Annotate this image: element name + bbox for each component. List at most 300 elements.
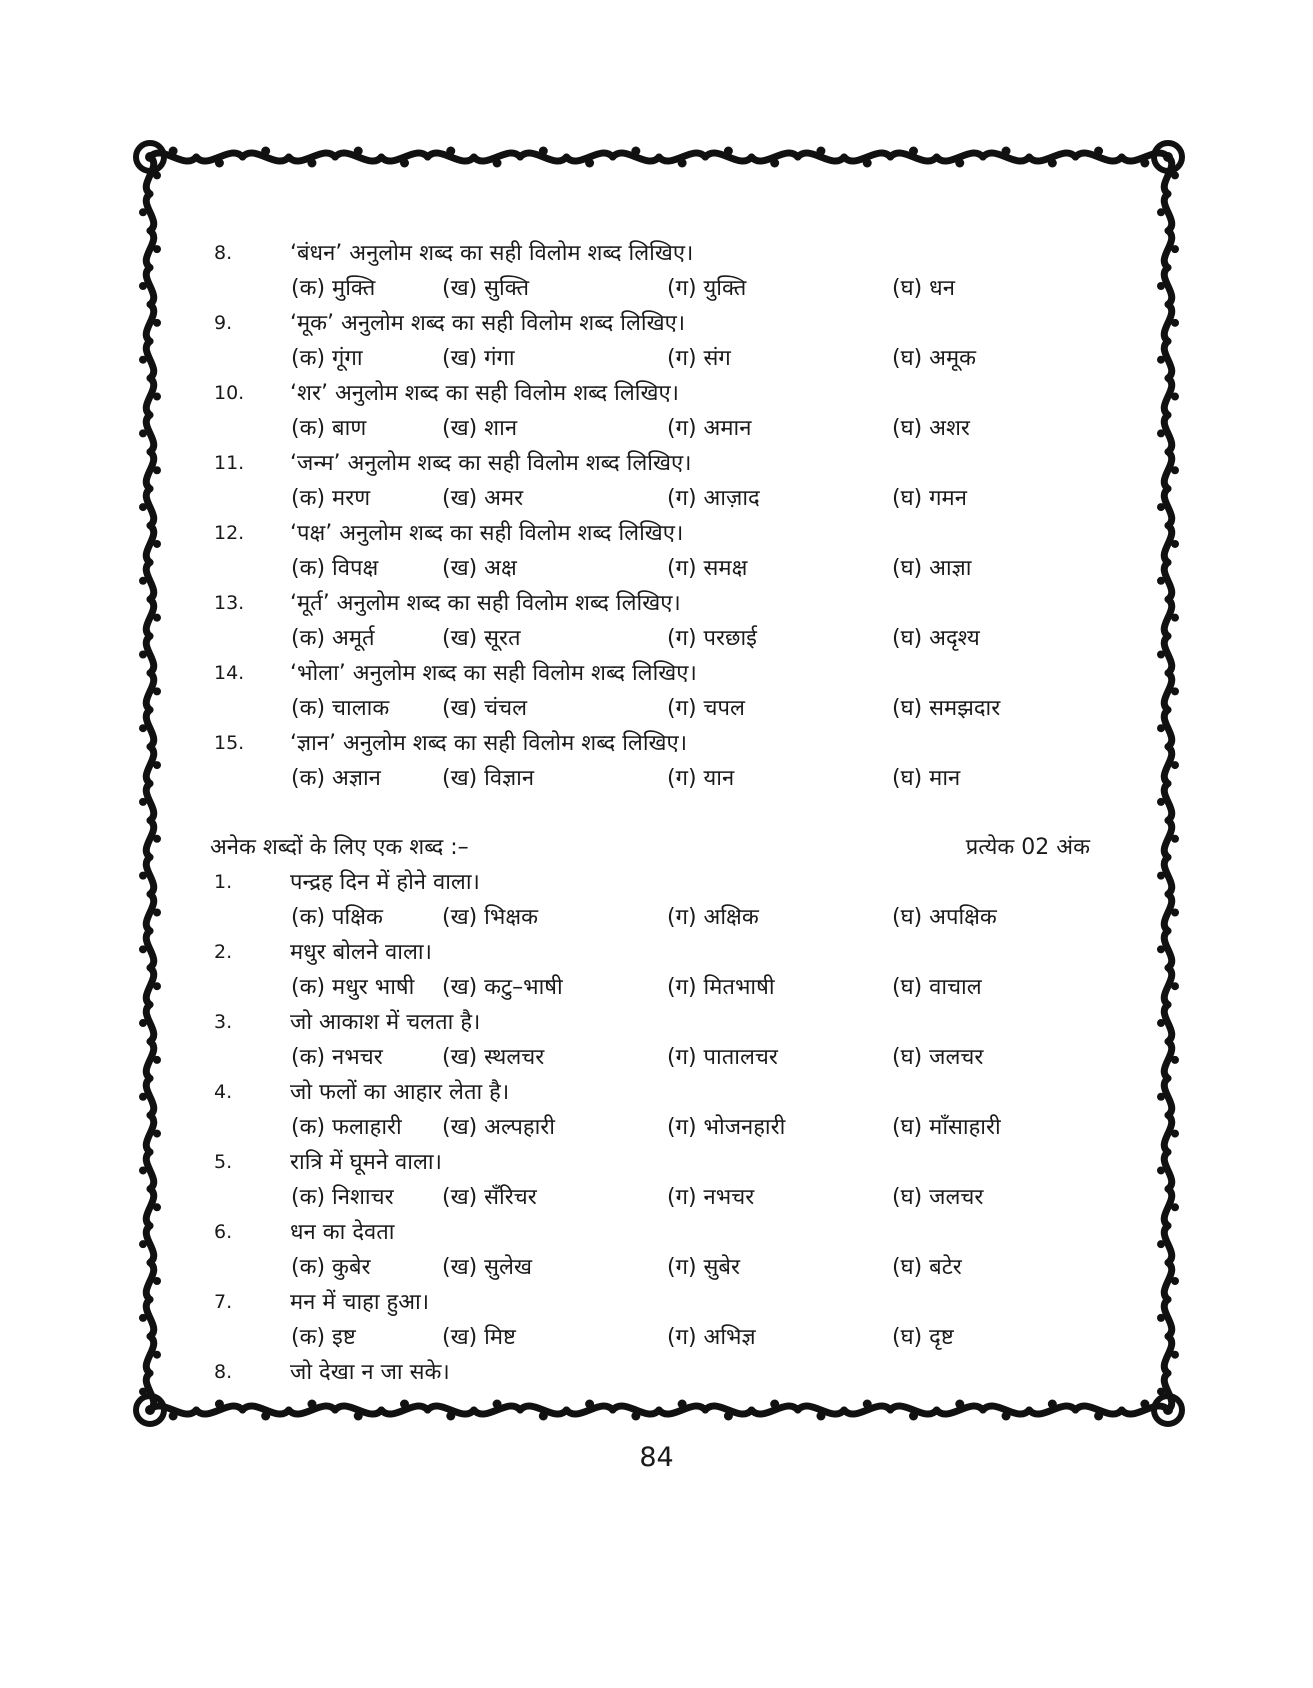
scroll-flourish-icon (1164, 157, 1172, 194)
scroll-flourish-icon (1157, 1019, 1165, 1027)
answer-option: (ख) अमर (442, 486, 524, 511)
question-number: 12. (214, 522, 245, 544)
scroll-flourish-icon (1094, 147, 1103, 156)
scroll-flourish-icon (146, 157, 154, 194)
scroll-flourish-icon (146, 710, 154, 747)
scroll-flourish-icon (153, 982, 161, 990)
scroll-flourish-icon (863, 159, 872, 168)
question-number: 8. (214, 1361, 233, 1383)
answer-option: (घ) अमूक (892, 346, 977, 371)
scroll-flourish-icon (1164, 231, 1172, 268)
answer-option: (ग) युक्ति (667, 276, 747, 301)
scroll-flourish-icon (1094, 1412, 1103, 1421)
question-number: 5. (214, 1151, 233, 1173)
answer-option: (घ) अशर (892, 416, 970, 441)
section-title: अनेक शब्दों के लिए एक शब्द :– (210, 835, 469, 860)
answer-option: (घ) माँसाहारी (892, 1115, 1001, 1140)
scroll-flourish-icon (139, 724, 147, 732)
scroll-flourish-icon (539, 1412, 548, 1421)
scroll-flourish-icon (139, 1314, 147, 1322)
scroll-flourish-icon (153, 1351, 161, 1359)
options-row (210, 481, 1090, 516)
scroll-flourish-icon (955, 1400, 964, 1409)
scroll-flourish-icon (146, 599, 154, 636)
section-marks: प्रत्येक 02 अंक (965, 835, 1090, 860)
question-text: ‘मूर्त’ अनुलोम शब्द का सही विलोम शब्द लिखिए। (290, 591, 681, 616)
scroll-flourish-icon (139, 282, 147, 290)
options-row (210, 341, 1090, 376)
answer-option: (ग) अमान (667, 416, 752, 441)
scroll-flourish-icon (1157, 429, 1165, 437)
scroll-flourish-icon (146, 268, 154, 305)
scroll-flourish-icon (153, 245, 161, 253)
scroll-flourish-icon (169, 1412, 178, 1421)
scroll-flourish-icon (1140, 1400, 1149, 1409)
scroll-flourish-icon (139, 356, 147, 364)
answer-option: (क) मरण (291, 486, 371, 511)
scroll-flourish-icon (1171, 761, 1179, 769)
scroll-flourish-icon (1164, 710, 1172, 747)
answer-option: (ग) आज़ाद (667, 486, 760, 511)
scroll-flourish-icon (146, 1299, 154, 1336)
question-text: मन में चाहा हुआ। (290, 1290, 430, 1315)
scroll-flourish-icon (146, 673, 154, 710)
scroll-flourish-icon (1164, 526, 1172, 563)
question-text: मधुर बोलने वाला। (290, 940, 432, 965)
scroll-flourish-icon (446, 1412, 455, 1421)
scroll-flourish-icon (1157, 1240, 1165, 1248)
scroll-flourish-icon (146, 1115, 154, 1152)
question-row (210, 935, 1090, 970)
scroll-flourish-icon (1157, 945, 1165, 953)
scroll-flourish-icon (1164, 931, 1172, 968)
scroll-flourish-icon (146, 1152, 154, 1189)
answer-option: (क) अज्ञान (291, 766, 381, 791)
scroll-flourish-icon (724, 147, 733, 156)
answer-option: (ग) अभिज्ञ (667, 1325, 756, 1350)
options-row (210, 761, 1090, 796)
scroll-flourish-icon (139, 577, 147, 585)
scroll-flourish-icon (1157, 724, 1165, 732)
question-number: 6. (214, 1221, 233, 1243)
scroll-flourish-icon (1164, 784, 1172, 821)
scroll-flourish-icon (1171, 982, 1179, 990)
scroll-flourish-icon (1164, 268, 1172, 305)
scroll-flourish-icon (724, 1412, 733, 1421)
scroll-flourish-icon (1164, 1299, 1172, 1336)
question-row (210, 1215, 1090, 1250)
one-word-question-list (210, 865, 1090, 1390)
page-number: 84 (639, 1442, 674, 1473)
scroll-flourish-icon (153, 540, 161, 548)
question-text: ‘पक्ष’ अनुलोम शब्द का सही विलोम शब्द लिखिए। (290, 521, 684, 546)
answer-option: (घ) दृष्ट (892, 1325, 954, 1350)
scroll-flourish-icon (1002, 147, 1011, 156)
scroll-flourish-icon (1164, 857, 1172, 894)
question-number: 13. (214, 592, 245, 614)
question-row (210, 865, 1090, 900)
question-number: 9. (214, 312, 233, 334)
scroll-flourish-icon (1164, 1078, 1172, 1115)
scroll-flourish-icon (307, 159, 316, 168)
scroll-flourish-icon (1140, 159, 1149, 168)
scroll-flourish-icon (446, 147, 455, 156)
question-number: 4. (214, 1081, 233, 1103)
scroll-flourish-icon (1164, 1152, 1172, 1189)
scroll-flourish-icon (400, 159, 409, 168)
scroll-flourish-icon (1164, 1263, 1172, 1300)
answer-option: (ख) स्थलचर (442, 1045, 545, 1070)
scroll-flourish-icon (153, 761, 161, 769)
question-row (210, 1355, 1090, 1390)
scroll-flourish-icon (146, 378, 154, 415)
scroll-flourish-icon (1164, 489, 1172, 526)
scroll-flourish-icon (1157, 577, 1165, 585)
scroll-flourish-icon (1157, 1314, 1165, 1322)
answer-option: (क) मधुर भाषी (291, 975, 415, 1000)
answer-option: (ख) शान (442, 416, 518, 441)
scroll-flourish-icon (1171, 466, 1179, 474)
scroll-flourish-icon (146, 784, 154, 821)
scroll-flourish-icon (169, 147, 178, 156)
answer-option: (ख) अक्ष (442, 556, 517, 581)
scroll-flourish-icon (146, 1263, 154, 1300)
question-text: रात्रि में घूमने वाला। (290, 1150, 442, 1175)
scroll-flourish-icon (1164, 341, 1172, 378)
question-row (210, 586, 1090, 621)
scroll-flourish-icon (153, 908, 161, 916)
scroll-flourish-icon (146, 415, 154, 452)
scroll-flourish-icon (146, 526, 154, 563)
scroll-flourish-icon (631, 147, 640, 156)
question-row (210, 1145, 1090, 1180)
question-text: जो आकाश में चलता है। (290, 1010, 481, 1035)
scroll-flourish-icon (1048, 159, 1057, 168)
scroll-flourish-icon (1164, 1005, 1172, 1042)
answer-option: (ख) गंगा (442, 346, 515, 371)
scroll-flourish-icon (585, 1400, 594, 1409)
scroll-flourish-icon (146, 231, 154, 268)
scroll-flourish-icon (153, 835, 161, 843)
scroll-flourish-icon (215, 1400, 224, 1409)
scroll-flourish-icon (539, 147, 548, 156)
answer-option: (ग) परछाई (667, 626, 757, 651)
answer-option: (ग) पातालचर (667, 1045, 778, 1070)
scroll-flourish-icon (146, 636, 154, 673)
question-number: 1. (214, 871, 233, 893)
scroll-flourish-icon (139, 1093, 147, 1101)
answer-option: (ख) विज्ञान (442, 766, 535, 791)
answer-option: (घ) बटेर (892, 1255, 962, 1280)
scroll-flourish-icon (146, 857, 154, 894)
scroll-flourish-icon (139, 651, 147, 659)
scroll-flourish-icon (139, 208, 147, 216)
answer-option: (ख) मिष्ट (442, 1325, 516, 1350)
scroll-flourish-icon (1157, 1166, 1165, 1174)
question-text: ‘ज्ञान’ अनुलोम शब्द का सही विलोम शब्द लिखिए। (290, 731, 688, 756)
scroll-flourish-icon (146, 1041, 154, 1078)
answer-option: (घ) मान (892, 766, 961, 791)
scroll-flourish-icon (400, 1400, 409, 1409)
scroll-flourish-icon (146, 194, 154, 231)
answer-option: (ग) नभचर (667, 1185, 755, 1210)
scroll-flourish-icon (1164, 1226, 1172, 1263)
scroll-flourish-icon (153, 1203, 161, 1211)
options-row (210, 970, 1090, 1005)
page-content (210, 236, 1090, 1390)
answer-option: (ख) सुक्ति (442, 276, 530, 301)
scroll-flourish-icon (1163, 152, 1173, 162)
scroll-flourish-icon (1157, 503, 1165, 511)
scroll-flourish-icon (139, 429, 147, 437)
scroll-flourish-icon (1164, 452, 1172, 489)
scroll-flourish-icon (1171, 1351, 1179, 1359)
scroll-flourish-icon (816, 1412, 825, 1421)
scroll-flourish-icon (1164, 968, 1172, 1005)
answer-option: (ग) संग (667, 346, 731, 371)
antonym-question-list (210, 236, 1090, 796)
scroll-flourish-icon (1157, 798, 1165, 806)
scroll-flourish-icon (146, 747, 154, 784)
answer-option: (घ) अपक्षिक (892, 905, 997, 930)
scroll-flourish-icon (145, 1405, 155, 1415)
answer-option: (क) इष्ट (291, 1325, 356, 1350)
question-row (210, 236, 1090, 271)
question-number: 11. (214, 452, 245, 474)
scroll-flourish-icon (909, 1412, 918, 1421)
scroll-flourish-icon (146, 562, 154, 599)
question-number: 7. (214, 1291, 233, 1313)
scroll-flourish-icon (146, 820, 154, 857)
scroll-flourish-icon (1171, 319, 1179, 327)
scroll-flourish-icon (1164, 304, 1172, 341)
scroll-flourish-icon (955, 159, 964, 168)
scroll-flourish-icon (146, 304, 154, 341)
scroll-flourish-icon (139, 1240, 147, 1248)
question-text: ‘भोला’ अनुलोम शब्द का सही विलोम शब्द लिखिए। (290, 661, 697, 686)
scroll-flourish-icon (1164, 747, 1172, 784)
options-row (210, 621, 1090, 656)
scroll-flourish-icon (307, 1400, 316, 1409)
scroll-flourish-icon (146, 931, 154, 968)
scroll-flourish-icon (1171, 1130, 1179, 1138)
scroll-flourish-icon (146, 1336, 154, 1373)
question-row (210, 1005, 1090, 1040)
scroll-flourish-icon (261, 147, 270, 156)
answer-option: (ख) अल्पहारी (442, 1115, 555, 1140)
scroll-flourish-icon (145, 152, 155, 162)
scroll-flourish-icon (1171, 614, 1179, 622)
question-text: ‘जन्म’ अनुलोम शब्द का सही विलोम शब्द लिखिए। (290, 451, 692, 476)
scroll-flourish-icon (770, 1400, 779, 1409)
question-row (210, 1075, 1090, 1110)
question-row (210, 726, 1090, 761)
scroll-flourish-icon (146, 968, 154, 1005)
scroll-flourish-icon (146, 1078, 154, 1115)
answer-option: (ग) समक्ष (667, 556, 748, 581)
answer-option: (ग) सुबेर (667, 1255, 740, 1280)
question-row (210, 306, 1090, 341)
answer-option: (घ) समझदार (892, 696, 1001, 721)
scroll-flourish-icon (146, 1373, 154, 1410)
options-row (210, 1320, 1090, 1355)
scroll-flourish-icon (146, 341, 154, 378)
question-text: ‘बंधन’ अनुलोम शब्द का सही विलोम शब्द लिखिए। (290, 241, 694, 266)
scroll-flourish-icon (139, 798, 147, 806)
question-text: जो फलों का आहार लेता है। (290, 1080, 510, 1105)
scroll-flourish-icon (1157, 356, 1165, 364)
scroll-flourish-icon (1164, 673, 1172, 710)
scroll-flourish-icon (1164, 1041, 1172, 1078)
question-number: 8. (214, 242, 233, 264)
scroll-flourish-icon (1163, 1405, 1173, 1415)
scroll-flourish-icon (1164, 820, 1172, 857)
question-row (210, 656, 1090, 691)
scroll-flourish-icon (1171, 1056, 1179, 1064)
answer-option: (क) बाण (291, 416, 367, 441)
scroll-flourish-icon (1171, 393, 1179, 401)
question-number: 14. (214, 662, 245, 684)
scroll-flourish-icon (139, 872, 147, 880)
answer-option: (घ) अदृश्य (892, 626, 980, 651)
answer-option: (घ) वाचाल (892, 975, 982, 1000)
scroll-flourish-icon (1164, 1115, 1172, 1152)
question-row (210, 1285, 1090, 1320)
scroll-flourish-icon (631, 1412, 640, 1421)
scroll-flourish-icon (1171, 687, 1179, 695)
scroll-flourish-icon (585, 159, 594, 168)
answer-option: (क) कुबेर (291, 1255, 371, 1280)
scroll-flourish-icon (215, 159, 224, 168)
answer-option: (ख) कटु–भाषी (442, 975, 563, 1000)
scroll-flourish-icon (1171, 540, 1179, 548)
scroll-flourish-icon (153, 466, 161, 474)
scroll-flourish-icon (139, 1019, 147, 1027)
scroll-flourish-icon (139, 1166, 147, 1174)
answer-option: (क) फलाहारी (291, 1115, 402, 1140)
answer-option: (क) गूंगा (291, 346, 363, 371)
scroll-flourish-icon (1164, 599, 1172, 636)
scroll-flourish-icon (146, 1005, 154, 1042)
scroll-flourish-icon (153, 687, 161, 695)
scroll-flourish-icon (146, 1226, 154, 1263)
answer-option: (ग) अक्षिक (667, 905, 759, 930)
scroll-flourish-icon (1157, 872, 1165, 880)
answer-option: (क) विपक्ष (291, 556, 379, 581)
answer-option: (ख) चंचल (442, 696, 528, 721)
answer-option: (ग) मितभाषी (667, 975, 775, 1000)
scroll-flourish-icon (153, 393, 161, 401)
scroll-flourish-icon (153, 614, 161, 622)
scroll-flourish-icon (1171, 908, 1179, 916)
scroll-flourish-icon (1164, 378, 1172, 415)
scroll-flourish-icon (1171, 835, 1179, 843)
answer-option: (घ) धन (892, 276, 955, 301)
scroll-flourish-icon (678, 159, 687, 168)
question-number: 2. (214, 941, 233, 963)
answer-option: (ख) सूरत (442, 626, 521, 651)
options-row (210, 1110, 1090, 1145)
options-row (210, 900, 1090, 935)
answer-option: (क) अमूर्त (291, 626, 375, 651)
scroll-flourish-icon (146, 894, 154, 931)
answer-option: (क) निशाचर (291, 1185, 394, 1210)
scroll-flourish-icon (153, 319, 161, 327)
answer-option: (ख) सुलेख (442, 1255, 532, 1280)
scroll-flourish-icon (139, 503, 147, 511)
question-number: 15. (214, 732, 245, 754)
options-row (210, 691, 1090, 726)
scroll-flourish-icon (678, 1400, 687, 1409)
options-row (210, 1040, 1090, 1075)
scroll-flourish-icon (1164, 1189, 1172, 1226)
scroll-flourish-icon (1171, 245, 1179, 253)
scroll-flourish-icon (354, 1412, 363, 1421)
answer-option: (ख) भिक्षक (442, 905, 538, 930)
scroll-flourish-icon (863, 1400, 872, 1409)
question-text: ‘मूक’ अनुलोम शब्द का सही विलोम शब्द लिखिए। (290, 311, 686, 336)
question-row (210, 376, 1090, 411)
scroll-flourish-icon (1048, 1400, 1057, 1409)
answer-option: (घ) जलचर (892, 1185, 984, 1210)
question-text: धन का देवता (290, 1220, 395, 1245)
scroll-flourish-icon (909, 147, 918, 156)
options-row (210, 271, 1090, 306)
scroll-flourish-icon (153, 1130, 161, 1138)
scroll-flourish-icon (1157, 208, 1165, 216)
scroll-flourish-icon (354, 147, 363, 156)
scroll-flourish-icon (493, 1400, 502, 1409)
question-text: पन्द्रह दिन में होने वाला। (290, 870, 480, 895)
answer-option: (क) नभचर (291, 1045, 383, 1070)
scroll-flourish-icon (146, 452, 154, 489)
answer-option: (क) मुक्ति (291, 276, 376, 301)
question-number: 10. (214, 382, 245, 404)
scroll-flourish-icon (770, 159, 779, 168)
options-row (210, 551, 1090, 586)
scroll-flourish-icon (1164, 194, 1172, 231)
answer-option: (घ) आज्ञा (892, 556, 972, 581)
answer-option: (ग) यान (667, 766, 735, 791)
question-text: जो देखा न जा सके। (290, 1360, 450, 1385)
scroll-flourish-icon (261, 1412, 270, 1421)
answer-option: (ख) सँरिचर (442, 1185, 537, 1210)
section-header (210, 830, 1090, 865)
scroll-flourish-icon (1171, 1203, 1179, 1211)
options-row (210, 1180, 1090, 1215)
scroll-flourish-icon (1157, 651, 1165, 659)
scroll-flourish-icon (1164, 415, 1172, 452)
scroll-flourish-icon (1157, 1093, 1165, 1101)
answer-option: (क) चालाक (291, 696, 390, 721)
answer-option: (क) पक्षिक (291, 905, 383, 930)
scroll-flourish-icon (1164, 1336, 1172, 1373)
scroll-flourish-icon (1171, 1277, 1179, 1285)
answer-option: (ग) चपल (667, 696, 745, 721)
options-row (210, 411, 1090, 446)
scroll-flourish-icon (153, 1056, 161, 1064)
scroll-flourish-icon (1157, 282, 1165, 290)
scroll-flourish-icon (816, 147, 825, 156)
scroll-flourish-icon (153, 1277, 161, 1285)
scroll-flourish-icon (146, 489, 154, 526)
question-row (210, 446, 1090, 481)
answer-option: (ग) भोजनहारी (667, 1115, 786, 1140)
scroll-flourish-icon (1164, 562, 1172, 599)
scroll-flourish-icon (139, 945, 147, 953)
question-number: 3. (214, 1011, 233, 1033)
scroll-flourish-icon (146, 1189, 154, 1226)
